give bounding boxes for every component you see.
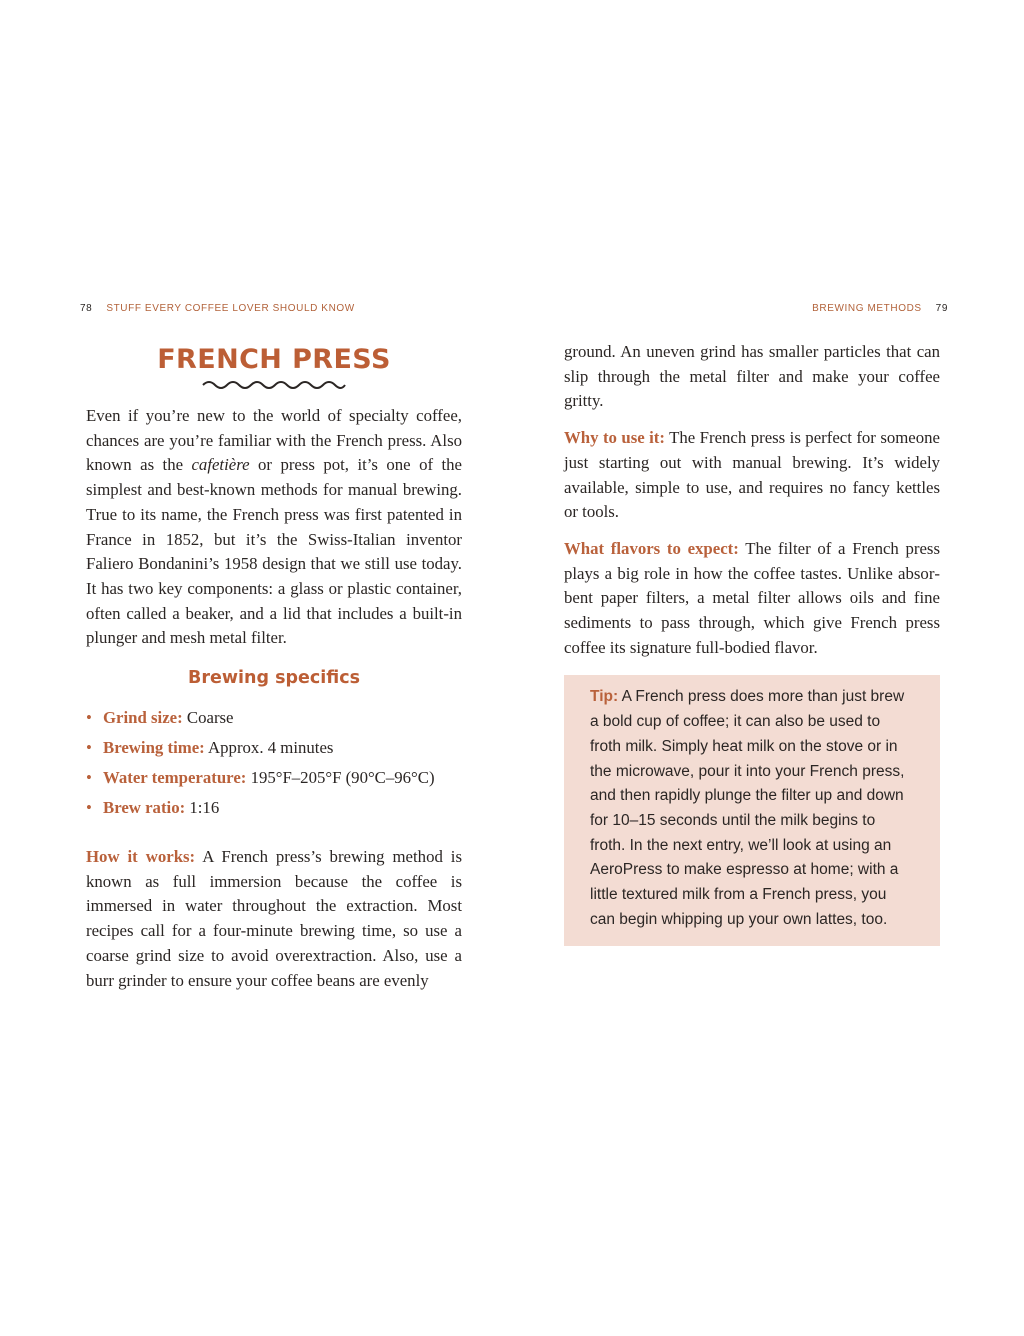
italic-term: cafetière [191, 455, 250, 475]
list-item: • Brewing time: Approx. 4 minutes [86, 738, 334, 758]
list-item: • Brew ratio: 1:16 [86, 798, 220, 818]
squiggle-divider-icon [201, 378, 347, 390]
list-item: • Grind size: Coarse [86, 708, 234, 728]
brewing-specifics-heading: Brewing specifics [187, 668, 361, 689]
right-page-column [564, 340, 940, 946]
how-it-works-paragraph: How it works: A French press’s brewing method is known as full immersion because the coffee is immersed in water throughout the extraction. Most recipes call for a four-minute brewing time, so use a coarse grind size to avoid overextraction. Also, use a burr grinder to ensure your coffee beans are evenly [86, 847, 462, 990]
spec-value: 1:16 [189, 798, 220, 818]
list-item: • Water temperature: 195°F–205°F (90°C–96°C) [86, 768, 435, 788]
page-number-right: 79 [935, 303, 948, 314]
book-title: STUFF EVERY COFFEE LOVER SHOULD KNOW [106, 303, 355, 314]
tip-label: Tip: [590, 688, 619, 706]
spec-value: Approx. 4 minutes [208, 738, 334, 758]
spec-label: Brew ratio: [103, 798, 186, 818]
intro-paragraph: Even if you’re new to the world of specialty coffee, chances are you’re familiar with the French press. Also known as the cafetière or press pot, it’s one of the simplest and best-known methods for manual brewing. True to its name, the French press was first patented in France in 1852, but it’s the Swiss-Italian inventor Faliero Bondanini’s 1958 design that we still use today. It has two key components: a glass or plastic container, often called a beaker, and a lid that includes a built-in plunger and mesh metal filter. [86, 406, 462, 648]
brewing-specs-list [86, 703, 462, 823]
flavors-paragraph: What flavors to expect: The filter of a French press plays a big role in how the coffee tastes. Unlike absorbent paper filters, a metal filter allows oils and fine sediments to pass through, which give French press coffee its signature full-bodied flavor. [564, 538, 940, 657]
left-page-column [86, 340, 462, 993]
spec-label: Brewing time: [103, 738, 205, 758]
page-title: FRENCH PRESS [157, 344, 391, 375]
section-title: BREWING METHODS [812, 303, 922, 314]
spec-value: 195°F–205°F (90°C–96°C) [250, 768, 435, 788]
why-label: Why to use it: [564, 428, 665, 448]
how-it-works-label: How it works: [86, 847, 196, 867]
spec-label: Water temperature: [103, 768, 247, 788]
spec-value: Coarse [186, 708, 234, 728]
tip-callout [564, 675, 940, 946]
why-paragraph: Why to use it: The French press is perfect for someone just starting out with manual brewing. It’s widely available, simple to use, and requires no fancy kettles or tools. [564, 428, 940, 522]
running-head-left [80, 303, 355, 314]
continuation-paragraph: ground. An uneven grind has smaller particles that can slip through the metal filter and make your coffee gritty. [564, 342, 940, 411]
spec-label: Grind size: [103, 708, 183, 728]
running-head-right [812, 303, 948, 314]
tip-text: A French press does more than just brew a bold cup of coffee; it can also be used to froth milk. Simply heat milk on the stove or in the microwave, pour it into your French press, and then rapidly plunge the filter up and down for 10–15 seconds until the milk begins to froth. In the next entry, we’ll look at using an AeroPress to make espresso at home; with a little textured milk from a French press, you can begin whipping up your own lattes, too. [590, 688, 905, 928]
flavors-label: What flavors to expect: [564, 538, 739, 558]
page-number-left: 78 [80, 303, 93, 314]
